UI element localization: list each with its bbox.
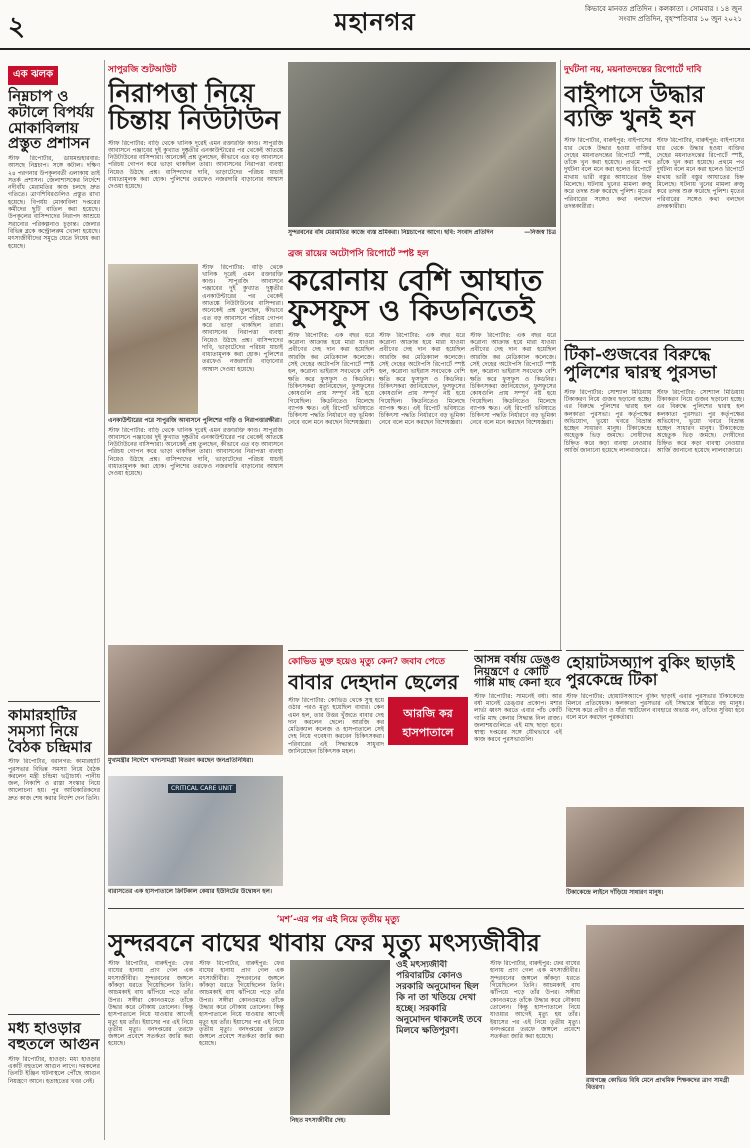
newtown-kicker: সাপুরজি শুটআউট (108, 65, 177, 75)
divider (566, 650, 744, 651)
dengue-body: স্টাফ রিপোর্টার: সামনেই বর্ষা। আর বর্ষা মানেই ডেঙ্গুর প্রকোপ। মশার লার্ভা ধ্বংস করতে এবার পাঁচ কোটি গাপ্পি মাছ কেনার সিদ্ধান্ত নিল রাজ্য। জলাশয়গুলিতে এই মাছ ছাড়া হবে। স্বাস্থ্য দপ্তরের সঙ্গে যৌথভাবে এই কাজ করবে পুরসভাগুলি। (474, 692, 562, 744)
sundarban-kicker: ‘মশ’-এর পর এই নিয়ে তৃতীয় মৃত্যু (276, 915, 400, 925)
newtown-headline: নিরাপত্তা নিয়ে চিন্তায় নিউটাউন (108, 79, 280, 137)
divider (474, 650, 562, 651)
critical-care-caption: বারাসতের এক হাসপাতালে ক্রিটিকাল কেয়ার ইউনিটের উদ্বোধন হল। (108, 888, 272, 895)
father-headline: বাবার দেহদান ছেলের (288, 670, 459, 694)
whatsapp-photo-caption: টিকাকেন্দ্রে লাইনে দাঁড়িয়ে সাধারণ মানুষ। (566, 888, 664, 896)
rg-kar-label: আরজি কর হাসপাতালে (402, 707, 454, 739)
newtown-body-cont: স্টাফ রিপোর্টার: বাড়ি থেকে খানিক দূরেই এমন রক্তারক্তি কাণ্ড। সাপুরজি আবাসনে পঞ্জাবের দুই কুখ্যাত দুষ্কৃতীর এনকাউন্টারের পর থেকেই আতঙ্কে নিউটাউনের বাসিন্দারা। অনেকেই প্রশ্ন তুলছেন, কীভাবে এত বড় আবাসনে পরিচয় গোপন করে ভাড়া থাকছিল তারা। আবাসনের নিরাপত্তা ব্যবস্থা নিয়েও উঠছে প্রশ্ন। বাসিন্দাদের দাবি, ভাড়াটেদের পরিচয় যাচাই বাধ্যতামূলক করা হোক। পুলিশের তরফেও নজরদারি বাড়ানোর আশ্বাস দেওয়া হয়েছে। (202, 263, 283, 373)
top-photo-caption (288, 229, 556, 243)
sundarban-story (108, 912, 744, 1142)
sundarban-columns (108, 960, 744, 1140)
newtown-photo (108, 264, 198, 414)
corona-story (288, 246, 556, 626)
whatsapp-body: স্টাফ রিপোর্টার: হোয়াটসঅ্যাপে বুকিং ছাড়াই এবার পুরসভার টিকাকেন্দ্রে মিলবে প্রতিষেধক। কলকাতা পুরসভার এই সিদ্ধান্তে স্বস্তিতে বহু মানুষ। বিশেষ করে প্রবীণ ও যাঁরা স্মার্টফোন ব্যবহারে অভ্যস্ত নন, তাঁদের সুবিধা হবে বলে মনে করছেন পুরকর্তারা। (566, 692, 744, 722)
bypass-body-col1: স্টাফ রিপোর্টার, বারুইপুর: বাইপাসের ধার থেকে উদ্ধার হওয়া ব্যক্তির দেহের ময়নাতদন্তের রিপোর্টে স্পষ্ট, তাঁকে খুন করা হয়েছে। প্রথমে পথ দুর্ঘটনা বলে মনে করা হলেও রিপোর্টে মাথায় ভারী বস্তুর আঘাতের চিহ্ন মিলেছে। ঘটনায় খুনের মামলা রুজু করে তদন্ত শুরু করেছে পুলিশ। মৃতের পরিবারের সঙ্গেও কথা বলছেন তদন্তকারীরা। (564, 137, 652, 210)
vaccine-rumor-columns (564, 389, 744, 619)
corona-headline: করোনায় বেশি আঘাত ফুসফুস ও কিডনিতেই (288, 263, 543, 328)
sundarban-quote: ওই মৎস্যজীবী পরিবারটির কোনও সরকারি অনুমোদন ছিল কি না তা খতিয়ে দেখা হচ্ছে। সরকারি অনুমোদন থাকলেই তবে মিলবে ক্ষতিপূরণ। (396, 960, 482, 1037)
page-number: ২ (8, 12, 25, 42)
top-photo (288, 62, 556, 227)
bypass-headline: বাইপাসে উদ্ধার ব্যক্তি খুনই হন (564, 81, 705, 133)
dateline-line1: কিভাবে মানবত প্রতিদিন । কলকাতা । সোমবার । ১৪ জুন (585, 5, 742, 13)
divider (8, 1014, 100, 1015)
food-distribution-photo (108, 645, 283, 755)
newtown-photo-caption: এনকাউন্টারের পরে সাপুরজি আবাসনে পুলিশের গাড়ি ও নিরাপত্তারক্ষীরা। (108, 416, 282, 424)
corona-kicker: ব্রজ রায়ের অটোপসি রিপোর্টে স্পষ্ট হল (288, 249, 429, 259)
bypass-columns (564, 137, 744, 327)
top-photo-caption-text: সুন্দরবনের বাঁধ মেরামতির কাজে ব্যস্ত শ্রমিকরা। নিম্নচাপের আগে। ছবি: সংবাদ প্রতিদিন (288, 229, 494, 236)
divider (108, 908, 744, 909)
ek-jhalak-tag: এক ঝলক (8, 66, 58, 85)
corona-body-col1: স্টাফ রিপোর্টার: এক বছর ধরে করোনা আক্রান্ত হয়ে মারা যাওয়া প্রবীণের দেহ দান করা হয়েছিল আরজি কর মেডিক্যাল কলেজে। সেই দেহের অটোপসি রিপোর্টে স্পষ্ট হল, করোনা ভাইরাস সবথেকে বেশি ক্ষতি করে ফুসফুস ও কিডনির। চিকিৎসকরা জানিয়েছেন, ফুসফুসের কোষগুলি প্রায় সম্পূর্ণ নষ্ট হয়ে গিয়েছিল। কিডনিতেও মিলেছে ব্যাপক ক্ষত। এই রিপোর্ট ভবিষ্যতে চিকিৎসা পদ্ধতি নির্ধারণে বড় ভূমিকা নেবে বলে মনে করছেন বিশেষজ্ঞরা। (288, 331, 374, 427)
vaccine-rumor-headline: টিকা-গুজবের বিরুদ্ধে পুলিশের দ্বারস্থ পুরসভা (564, 345, 717, 383)
bypass-body-col2: স্টাফ রিপোর্টার, বারুইপুর: বাইপাসের ধার থেকে উদ্ধার হওয়া ব্যক্তির দেহের ময়নাতদন্তের রিপোর্টে স্পষ্ট, তাঁকে খুন করা হয়েছে। প্রথমে পথ দুর্ঘটনা বলে মনে করা হলেও রিপোর্টে মাথায় ভারী বস্তুর আঘাতের চিহ্ন মিলেছে। ঘটনায় খুনের মামলা রুজু করে তদন্ত শুরু করেছে পুলিশ। মৃতের পরিবারের সঙ্গেও কথা বলছেন তদন্তকারীরা। (656, 137, 744, 210)
story1-body: স্টাফ রিপোর্টার, ডায়মন্ডহারবার: আসছে নিম্নচাপ। সঙ্গে কটাল। দক্ষিণ ২৪ পরগনার উপকূলবর্তী এলাকায় তাই সতর্ক প্রশাসন। জেলাশাসকের নির্দেশে নদীবাঁধ মেরামতির কাজ চলছে দ্রুত গতিতে। ত্রাণশিবিরগুলিও প্রস্তুত রাখা হয়েছে। বিপর্যয় মোকাবিলা দপ্তরের কর্মীদের ছুটি বাতিল করা হয়েছে। উপকূলের বাসিন্দাদের নিরাপদ আশ্রয়ে সরানোর পরিকল্পনাও চূড়ান্ত। জেলার বিভিন্ন ব্লকে কন্ট্রোলরুম খোলা হয়েছে। মৎস্যজীবীদের সমুদ্রে যেতে নিষেধ করা হয়েছে। (8, 155, 100, 250)
critical-care-photo (108, 776, 283, 886)
divider (564, 340, 744, 341)
dateline (542, 4, 742, 24)
whatsapp-story (566, 650, 744, 905)
teachers-photo-wrap (586, 960, 744, 1140)
bypass-story (564, 62, 744, 332)
divider (8, 701, 100, 702)
teachers-photo (586, 925, 744, 1075)
dateline-line2: সংবাদ প্রতিদিন, বৃহস্পতিবার ১০ জুন ২০২১ (618, 15, 742, 23)
column-rule (104, 60, 105, 1140)
vaccine-rumor-story (564, 340, 744, 640)
father-kicker: কোভিড মুক্ত হয়েও মৃত্যু কেন? জবাব পেতে (288, 657, 446, 667)
sundarban-body-col2: স্টাফ রিপোর্টার, বারুইপুর: ফের বাঘের হানায় প্রাণ গেল এক মৎস্যজীবীর। সুন্দরবনের জঙ্গলে কাঁকড়া ধরতে গিয়েছিলেন তিনি। আচমকাই বাঘ ঝাঁপিয়ে পড়ে তাঁর উপর। সঙ্গীরা কোনওমতে তাঁকে উদ্ধার করে নৌকায় তোলেন। কিন্তু হাসপাতালে নিয়ে যাওয়ার আগেই মৃত্যু হয় তাঁর। ইয়াসের পর এই নিয়ে তৃতীয় মৃত্যু। বনদপ্তরের তরফে জঙ্গলে প্রবেশে সতর্কতা জারি করা হয়েছে। (199, 960, 284, 1048)
whatsapp-photo (566, 807, 744, 887)
sundarban-photo-caption: নিহত মৎস্যজীবীর দেহ। (290, 1117, 346, 1125)
newtown-body: স্টাফ রিপোর্টার: বাড়ি থেকে খানিক দূরেই এমন রক্তারক্তি কাণ্ড। সাপুরজি আবাসনে পঞ্জাবের দুই কুখ্যাত দুষ্কৃতীর এনকাউন্টারের পর থেকেই আতঙ্কে নিউটাউনের বাসিন্দারা। অনেকেই প্রশ্ন তুলছেন, কীভাবে এত বড় আবাসনে পরিচয় গোপন করে ভাড়া থাকছিল তারা। আবাসনের নিরাপত্তা ব্যবস্থা নিয়েও উঠছে প্রশ্ন। বাসিন্দাদের দাবি, ভাড়াটেদের পরিচয় যাচাই বাধ্যতামূলক করা হোক। পুলিশের তরফেও নজরদারি বাড়ানোর আশ্বাস দেওয়া হয়েছে। (108, 139, 283, 191)
top-photo-credit: —নিজস্ব চিত্র (524, 229, 556, 236)
sundarban-photo (290, 960, 390, 1115)
divider (288, 650, 468, 651)
newtown-body-more: স্টাফ রিপোর্টার: বাড়ি থেকে খানিক দূরেই এমন রক্তারক্তি কাণ্ড। সাপুরজি আবাসনে পঞ্জাবের দুই কুখ্যাত দুষ্কৃতীর এনকাউন্টারের পর থেকেই আতঙ্কে নিউটাউনের বাসিন্দারা। অনেকেই প্রশ্ন তুলছেন, কীভাবে এত বড় আবাসনে পরিচয় গোপন করে ভাড়া থাকছিল তারা। আবাসনের নিরাপত্তা ব্যবস্থা নিয়েও উঠছে প্রশ্ন। বাসিন্দাদের দাবি, ভাড়াটেদের পরিচয় যাচাই বাধ্যতামূলক করা হোক। পুলিশের তরফেও নজরদারি বাড়ানোর আশ্বাস দেওয়া হয়েছে। (108, 426, 283, 478)
father-body: স্টাফ রিপোর্টার: কোভিড থেকে সুস্থ হয়ে ওঠার পরও মৃত্যু হয়েছিল বাবার। কেন এমন হল, তার উত্তর খুঁজতে বাবার দেহ দান করলেন ছেলে। আরজি কর মেডিক্যাল কলেজ ও হাসপাতালে সেই দেহ নিয়ে গবেষণা করবেন চিকিৎসকরা। পরিবারের এই সিদ্ধান্তকে সাধুবাদ জানিয়েছেন চিকিৎসক মহল। (288, 697, 384, 756)
food-distribution-caption: মুখ্যমন্ত্রীর নির্দেশে খাদ্যসামগ্রী বিতরণ করছেন জনপ্রতিনিধিরা। (108, 757, 254, 764)
vaccine-rumor-body-col1: স্টাফ রিপোর্টার: সোশ্যাল মিডিয়ায় টিকাকরণ নিয়ে গুজব ছড়ানো হচ্ছে। এর বিরুদ্ধে পুলিশের দ্বারস্থ হল কলকাতা পুরসভা। পুর কর্তৃপক্ষের অভিযোগ, ভুয়ো খবরে বিভ্রান্ত হচ্ছেন সাধারণ মানুষ। টিকাকেন্দ্রে অহেতুক ভিড় জমছে। দোষীদের চিহ্নিত করে কড়া ব্যবস্থা নেওয়ার আর্জি জানানো হয়েছে লালবাজারে। (564, 388, 652, 455)
story3-headline: মধ্য হাওড়ার বহুতলে আগুন (8, 1019, 100, 1053)
teachers-photo-caption: রায়গঞ্জে কোভিড বিধি মেনে প্রাথমিক শিক্ষকদের ত্রাণ সামগ্রী বিতরণ। (586, 1077, 730, 1092)
masthead (0, 0, 750, 50)
rg-kar-box (388, 697, 468, 745)
newtown-story (108, 62, 283, 642)
bypass-kicker: দুর্ঘটনা নয়, ময়নাতদন্তের রিপোর্টে দাবি (564, 65, 702, 75)
sundarban-photo-wrap (290, 960, 390, 1140)
story3-body: স্টাফ রিপোর্টার, হাওড়া: মধ্য হাওড়ার একটি বহুতলে আগুন লাগে। দমকলের তিনটি ইঞ্জিন ঘটনাস্থলে পৌঁছে আগুন নিয়ন্ত্রণে আনে। হতাহতের খবর নেই। (8, 1055, 100, 1085)
column-rule (560, 60, 561, 650)
story2-headline: কামারহাটির সমস্যা নিয়ে বৈঠক চন্দ্রিমার (8, 706, 92, 756)
critical-care-sign: CRITICAL CARE UNIT (168, 784, 236, 793)
section-title: মহানগর (334, 7, 416, 36)
father-story (288, 650, 468, 905)
whatsapp-headline: হোয়াটসঅ্যাপ বুকিং ছাড়াই পুরকেন্দ্রে টিকা (566, 653, 735, 689)
dengue-story (474, 650, 562, 905)
sundarban-body-col3: স্টাফ রিপোর্টার, বারুইপুর: ফের বাঘের হানায় প্রাণ গেল এক মৎস্যজীবীর। সুন্দরবনের জঙ্গলে কাঁকড়া ধরতে গিয়েছিলেন তিনি। আচমকাই বাঘ ঝাঁপিয়ে পড়ে তাঁর উপর। সঙ্গীরা কোনওমতে তাঁকে উদ্ধার করে নৌকায় তোলেন। কিন্তু হাসপাতালে নিয়ে যাওয়ার আগেই মৃত্যু হয় তাঁর। ইয়াসের পর এই নিয়ে তৃতীয় মৃত্যু। বনদপ্তরের তরফে জঙ্গলে প্রবেশে সতর্কতা জারি করা হয়েছে। (490, 960, 580, 1041)
sundarban-headline: সুন্দরবনে বাঘের থাবায় ফের মৃত্যু মৎস্যজীবীর (108, 928, 540, 957)
corona-body-col2: স্টাফ রিপোর্টার: এক বছর ধরে করোনা আক্রান্ত হয়ে মারা যাওয়া প্রবীণের দেহ দান করা হয়েছিল আরজি কর মেডিক্যাল কলেজে। সেই দেহের অটোপসি রিপোর্টে স্পষ্ট হল, করোনা ভাইরাস সবথেকে বেশি ক্ষতি করে ফুসফুস ও কিডনির। চিকিৎসকরা জানিয়েছেন, ফুসফুসের কোষগুলি প্রায় সম্পূর্ণ নষ্ট হয়ে গিয়েছিল। কিডনিতেও মিলেছে ব্যাপক ক্ষত। এই রিপোর্ট ভবিষ্যতে চিকিৎসা পদ্ধতি নির্ধারণে বড় ভূমিকা নেবে বলে মনে করছেন বিশেষজ্ঞরা। (379, 331, 465, 427)
story2-body: স্টাফ রিপোর্টার, বরানগর: কামারহাটি পুরসভার বিভিন্ন সমস্যা নিয়ে বৈঠক করলেন মন্ত্রী চন্দ্রিমা ভট্টাচার্য। পানীয় জল, নিকাশি ও রাস্তা সংস্কার নিয়ে আলোচনা হয়। পুর আধিকারিকদের দ্রুত কাজ শেষ করার নির্দেশ দেন তিনি। (8, 758, 100, 802)
left-column (8, 62, 100, 1140)
vaccine-rumor-body-col2: স্টাফ রিপোর্টার: সোশ্যাল মিডিয়ায় টিকাকরণ নিয়ে গুজব ছড়ানো হচ্ছে। এর বিরুদ্ধে পুলিশের দ্বারস্থ হল কলকাতা পুরসভা। পুর কর্তৃপক্ষের অভিযোগ, ভুয়ো খবরে বিভ্রান্ত হচ্ছেন সাধারণ মানুষ। টিকাকেন্দ্রে অহেতুক ভিড় জমছে। দোষীদের চিহ্নিত করে কড়া ব্যবস্থা নেওয়ার আর্জি জানানো হয়েছে লালবাজারে। (656, 388, 744, 455)
corona-columns (288, 332, 556, 622)
story1-headline: নিম্নচাপ ও কটালে বিপর্যয় মোকাবিলায় প্রস্তুত প্রশাসন (8, 87, 94, 153)
corona-body-col3: স্টাফ রিপোর্টার: এক বছর ধরে করোনা আক্রান্ত হয়ে মারা যাওয়া প্রবীণের দেহ দান করা হয়েছিল আরজি কর মেডিক্যাল কলেজে। সেই দেহের অটোপসি রিপোর্টে স্পষ্ট হল, করোনা ভাইরাস সবথেকে বেশি ক্ষতি করে ফুসফুস ও কিডনির। চিকিৎসকরা জানিয়েছেন, ফুসফুসের কোষগুলি প্রায় সম্পূর্ণ নষ্ট হয়ে গিয়েছিল। কিডনিতেও মিলেছে ব্যাপক ক্ষত। এই রিপোর্ট ভবিষ্যতে চিকিৎসা পদ্ধতি নির্ধারণে বড় ভূমিকা নেবে বলে মনে করছেন বিশেষজ্ঞরা। (470, 331, 556, 427)
dengue-headline: আসন্ন বর্ষায় ডেঙ্গু নিয়ন্ত্রণে ৫ কোটি গাপ্পি মাছ কেনা হবে (474, 653, 561, 690)
sundarban-body-col1: স্টাফ রিপোর্টার, বারুইপুর: ফের বাঘের হানায় প্রাণ গেল এক মৎস্যজীবীর। সুন্দরবনের জঙ্গলে কাঁকড়া ধরতে গিয়েছিলেন তিনি। আচমকাই বাঘ ঝাঁপিয়ে পড়ে তাঁর উপর। সঙ্গীরা কোনওমতে তাঁকে উদ্ধার করে নৌকায় তোলেন। কিন্তু হাসপাতালে নিয়ে যাওয়ার আগেই মৃত্যু হয় তাঁর। ইয়াসের পর এই নিয়ে তৃতীয় মৃত্যু। বনদপ্তরের তরফে জঙ্গলে প্রবেশে সতর্কতা জারি করা হয়েছে। (108, 960, 193, 1048)
